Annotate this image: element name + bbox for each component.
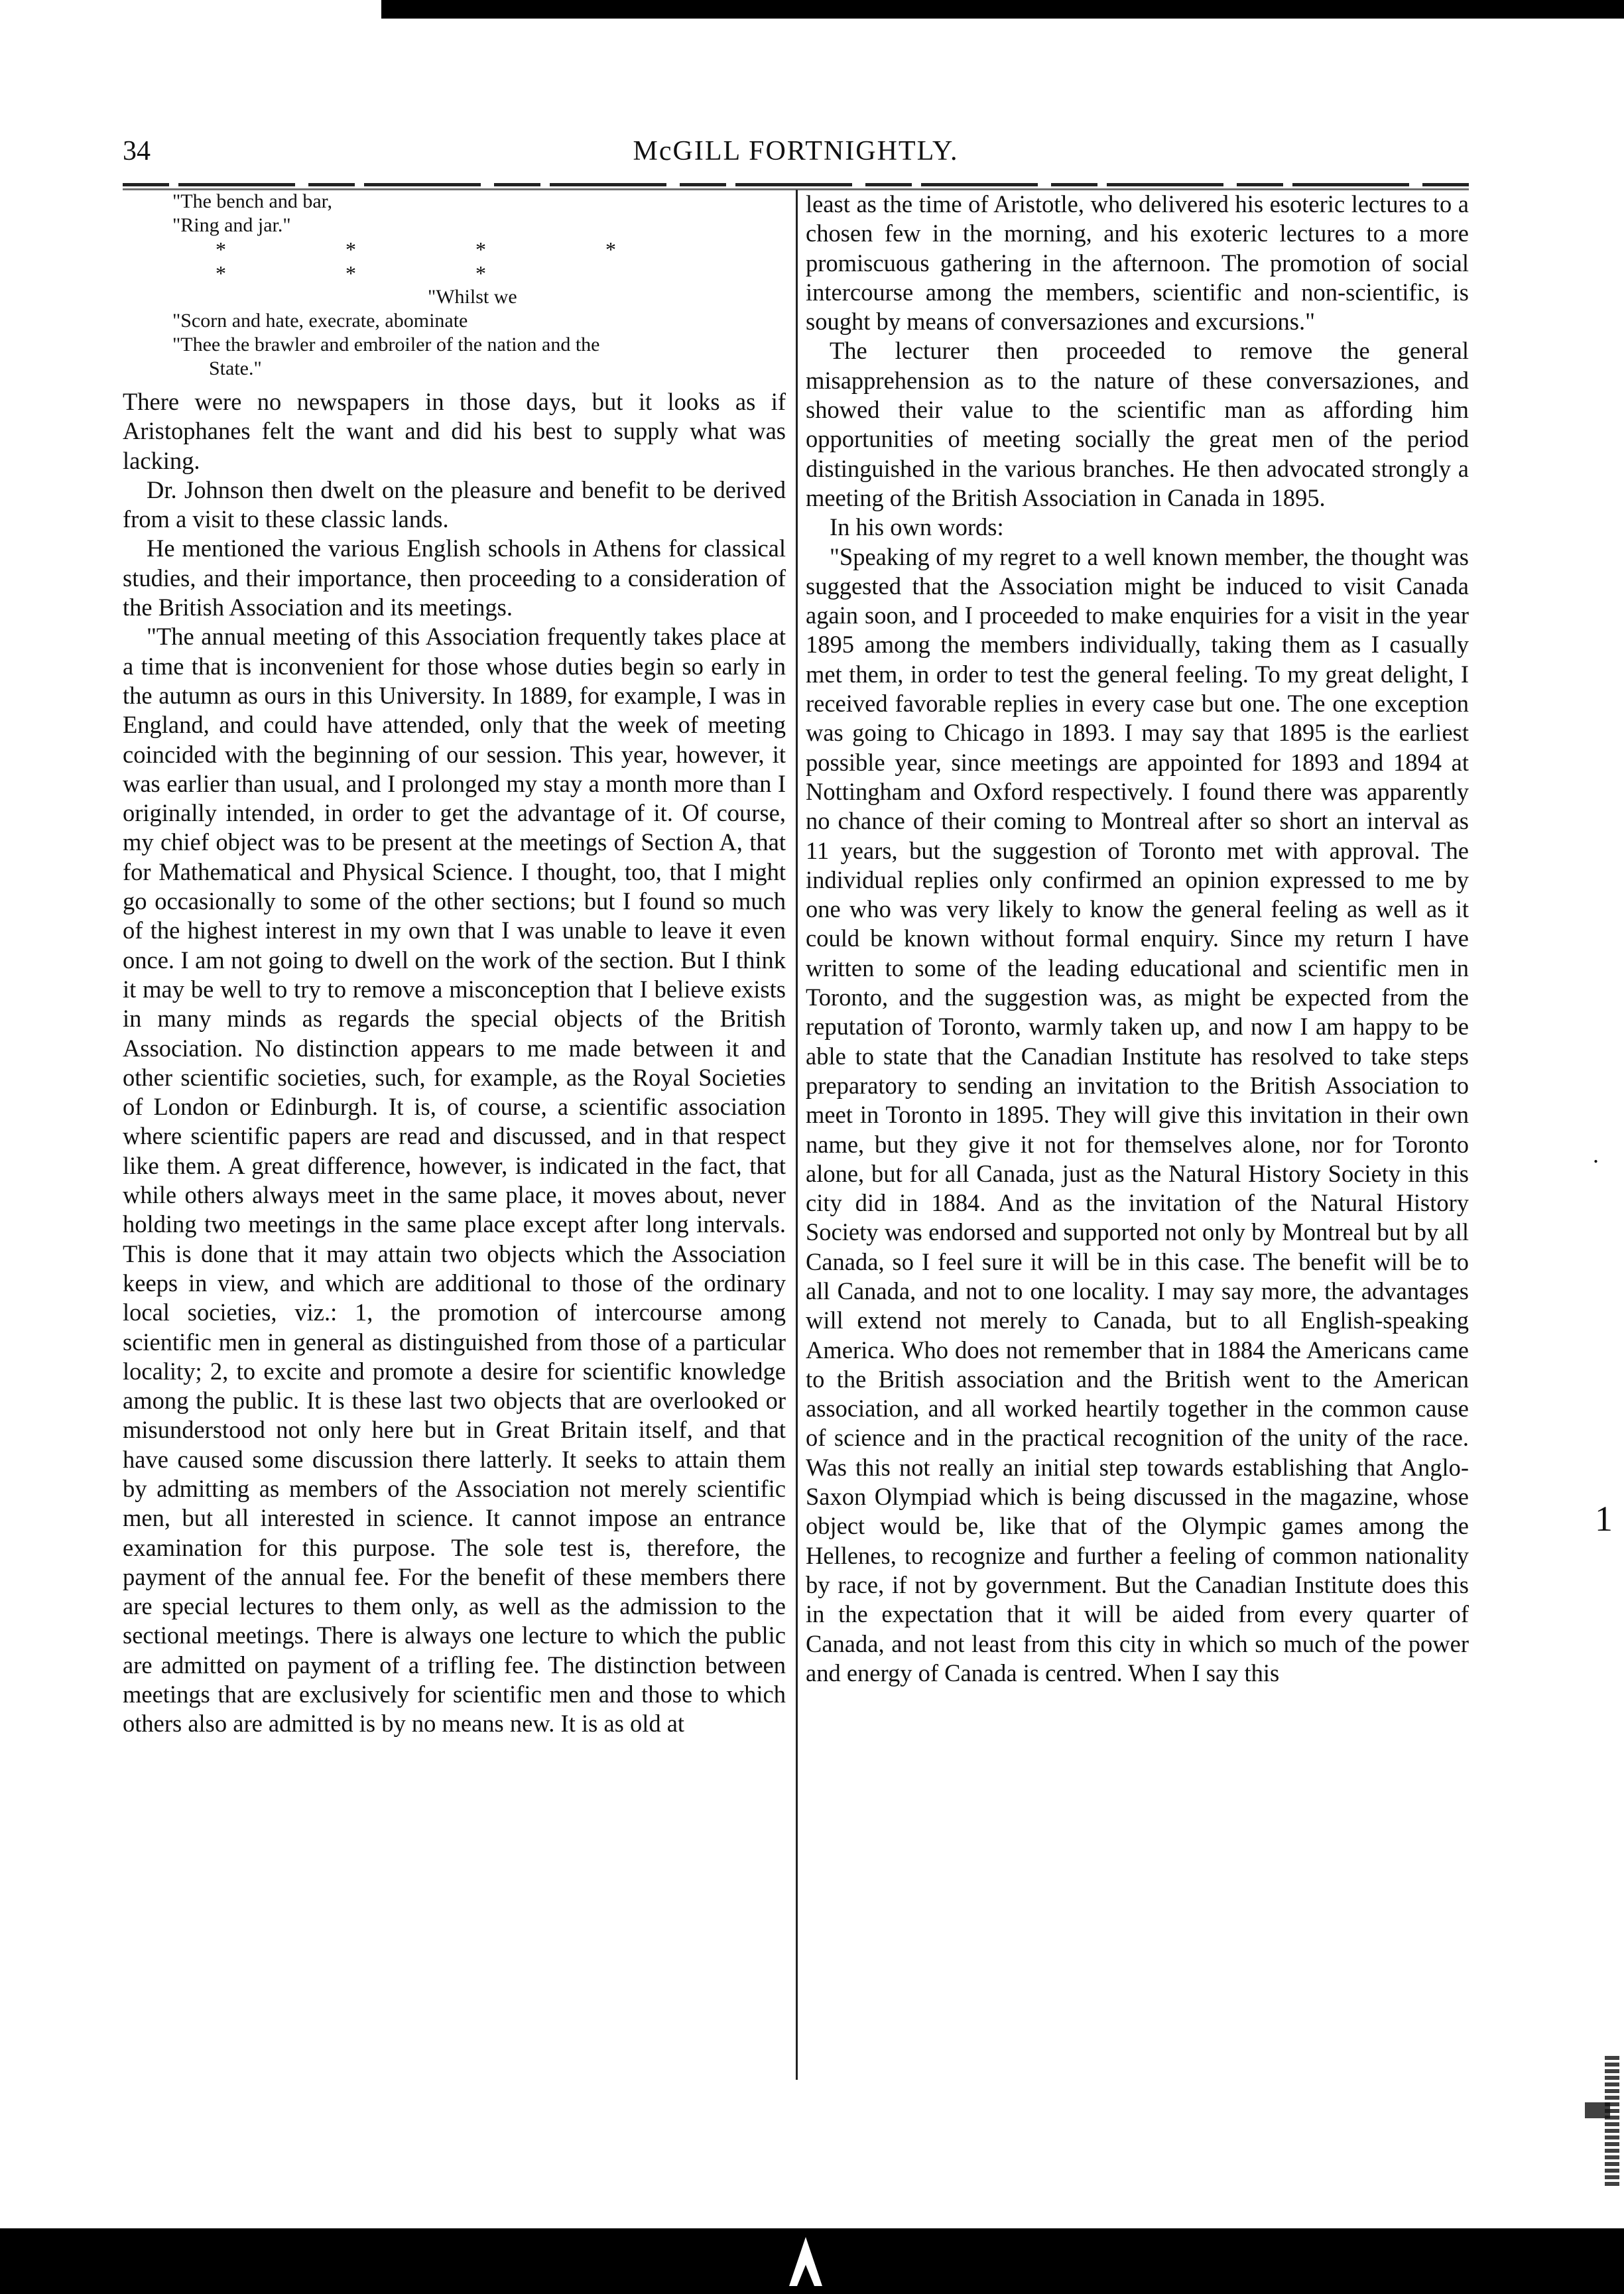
verse-line: "Whilst we xyxy=(428,286,517,308)
verse-asterisks: * * * * * * * xyxy=(216,237,673,285)
verse-line: "Ring and jar." xyxy=(172,214,291,236)
paragraph: The lecturer then proceeded to remove the general misapprehension as to the nature of these conversaziones, and showed their value to the scientific man as affording him opportunities of meeting socially the great men of the period distinguished in the various branches. He then advocated strongly a meeting of the British Association in Canada in 1895. xyxy=(806,337,1469,511)
verse-line: "The bench and bar, xyxy=(172,190,332,212)
edge-binding-tab xyxy=(1585,2102,1610,2118)
paragraph: In his own words: xyxy=(830,513,1004,541)
verse-line: "Scorn and hate, execrate, abominate xyxy=(172,310,468,332)
edge-binding-mark xyxy=(1605,2056,1619,2189)
verse-quotation xyxy=(123,190,786,381)
page-number: 34 xyxy=(123,136,151,166)
paragraph: He mentioned the various English schools in Athens for classical studies, and their importance, then proceeding to a consideration of the British Association and its meetings. xyxy=(123,535,786,621)
header-rule xyxy=(123,183,1469,186)
footer-arrow-icon xyxy=(776,2232,836,2291)
paragraph: least as the time of Aristotle, who delivered his esoteric lectures to a chosen few in the morning, and his exoteric lectures to a more promiscuous gathering in the afternoon. The promotion of social intercourse among the members, scientific and non-scientific, is sought by means of conversaziones and excursions." xyxy=(806,190,1469,336)
right-column xyxy=(806,190,1469,1688)
running-title: McGILL FORTNIGHTLY. xyxy=(633,136,959,166)
column-divider xyxy=(796,190,798,2080)
paragraph: There were no newspapers in those days, but it looks as if Aristophanes felt the want and did his best to supply what was lacking. xyxy=(123,388,786,474)
top-scan-rule xyxy=(381,16,1624,19)
paragraph: Dr. Johnson then dwelt on the pleasure and benefit to be derived from a visit to these classic lands. xyxy=(123,476,786,533)
paragraph: "Speaking of my regret to a well known member, the thought was suggested that the Association might be induced to visit Canada again soon, and I proceeded to make enquiries for a visit in the year 1895 among the members individually, taking them as I casually met them, in order to test the general feeling. To my great delight, I received favorable replies in every case but one. The one exception was going to Chicago in 1893. I may say that 1895 is the earliest possible year, since meetings are appointed for 1893 and 1894 at Nottingham and Oxford respectively. I found there was apparently no chance of their coming to Montreal after so short an interval as 11 years, but the suggestion of Toronto met with approval. The individual replies only confirmed an opinion expressed to me by one who was very likely to know the general feeling as well as it could be known without formal enquiry. Since my return I have written to some of the leading educational and scientific men in Toronto, and the suggestion was, as might be expected from the reputation of Toronto, warmly taken up, and now I am happy to be able to state that the Canadian Institute has resolved to take steps preparatory to sending an invitation to the British Association to meet in Toronto in 1895. They will give this invitation in their own name, but they give it not for themselves alone, nor for Toronto alone, but for all Canada, just as the Natural History Society in this city did in 1884. And as the invitation of the Natural History Society was endorsed and supported not only by Montreal but by all Canada, so I feel sure it will be in this case. The benefit will be to all Canada, and not to one locality. I may say more, the advantages will extend not merely to Canada, but to all English-speaking America. Who does not remember that in 1884 the Americans came to the British association and the British went to the American association, and all worked heartily together in the common cause of science and in the practical recognition of the unity of the race. Was this not really an initial step towards establishing that Anglo-Saxon Olympiad which is being discussed in the magazine, whose object would be, like that of the Olympic games among the Hellenes, to recognize and further a feeling of common nationality by race, if not by government. But the Canadian Institute does this in the expectation that it will be aided from every quarter of Canada, and not least from this city in which so much of the power and energy of Canada is centred. When I say this xyxy=(806,542,1469,1687)
top-scan-border xyxy=(381,0,1624,16)
margin-dot: . xyxy=(1593,1141,1599,1168)
paragraph: "The annual meeting of this Association frequently takes place at a time that is inconvenient for those whose duties begin so early in the autumn as ours in this University. In 1889, for example, I was in England, and could have attended, only that the week of meeting coincided with the beginning of our session. This year, however, it was earlier than usual, and I prolonged my stay a month more than I originally intended, in order to get the advantage of it. Of course, my chief object was to be present at the meetings of Section A, that for Mathematical and Physical Science. I thought, too, that I might go occasionally to some of the other sections; but I found so much of the highest interest in my own that I was unable to leave it even once. I am not going to dwell on the work of the section. But I think it may be well to try to remove a misconception that I believe exists in many minds as regards the special objects of the British Association. No distinction appears to me made between it and other scientific societies, such, for example, as the Royal Societies of London or Edinburgh. It is, of course, a scientific association where scientific papers are read and discussed, and in that respect like them. A great difference, however, is indicated in the fact, that while others always meet in the same place, it moves about, never holding two meetings in the same place except after long intervals. This is done that it may attain two objects which the Association keeps in view, and which are additional to those of the ordinary local societies, viz.: 1, the promotion of intercourse among scientific men in general as distinguished from those of a particular locality; 2, to excite and promote a desire for scientific knowledge among the public. It is these last two objects that are overlooked or misunderstood not only here but in Great Britain itself, and that have caused some discussion there latterly. It seeks to attain them by admitting as members of the Association not merely scientific men, but all interested in science. It cannot impose an entrance examination for this purpose. The sole test is, therefore, the payment of the annual fee. For the benefit of these members there are special lectures to them only, as well as the admission to the sectional meetings. There is always one lecture to which the public are admitted on payment of a trifling fee. The distinction between meetings that are exclusively for scientific men and those to which others also are admitted is by no means new. It is as old at xyxy=(123,623,786,1738)
verse-line: "Thee the brawler and embroiler of the nation and the xyxy=(172,334,600,355)
page-header xyxy=(123,133,1469,179)
margin-mark: 1 xyxy=(1595,1499,1613,1539)
left-column xyxy=(123,190,786,1739)
verse-line: State." xyxy=(209,357,262,379)
